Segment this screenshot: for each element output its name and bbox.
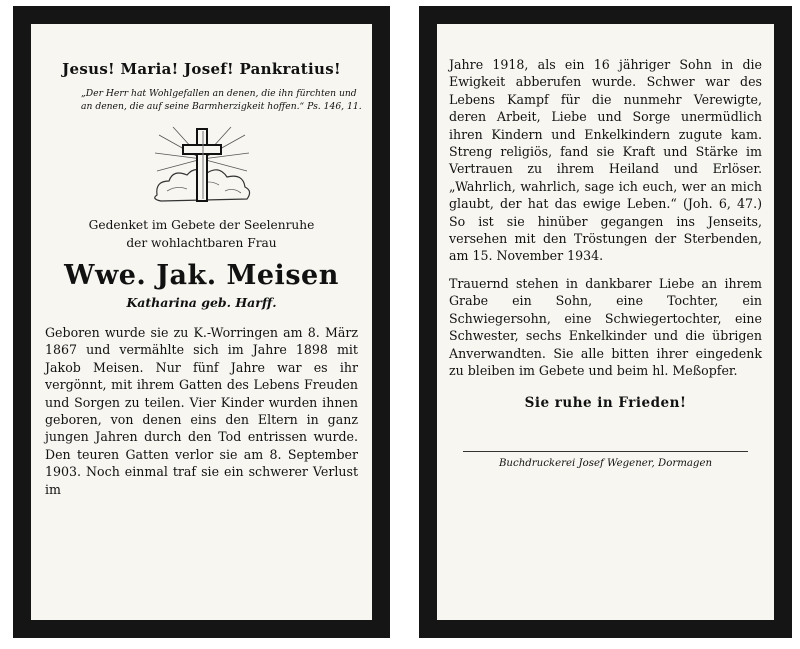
continuation-text: Jahre 1918, als ein 16 jähriger Sohn in die Ewigkeit abberufen wurde. Schwer war des Lebens Kampf für die nunmehr Verewigte, deren Arbeit, Liebe und Sorge unermüdlich ihren Kindern und Enkelkindern zugute kam. Streng religiös, fand sie Kraft und Stärke im Vertrauen zu ihrem Heiland und Erlöser. „Wahrlich, wahrlich, sage ich euch, wer an mich glaubt, der hat das ewige Leben.“ (Joh. 6, 47.) So ist sie hinüber gegangen ins Jenseits, versehen mit den Tröstungen der Sterbenden, am 15. November 1934. (449, 57, 762, 264)
birth-name: Katharina geb. Harff. (126, 295, 277, 310)
mourning-paragraph (449, 275, 762, 379)
memory-line-2: der wohlachtbaren Frau (126, 235, 277, 250)
biography-paragraph (45, 324, 358, 498)
right-card-content (437, 24, 774, 620)
psalm-quote: „Der Herr hat Wohlgefallen an denen, die ihn fürchten und an denen, die auf seine Barmherzigkeit hoffen.“ Ps. 146, 11. (81, 88, 362, 112)
deceased-name: Wwe. Jak. Meisen (64, 260, 339, 291)
left-card-content (31, 24, 372, 620)
closing-blessing: Sie ruhe in Frieden! (524, 395, 687, 412)
mourning-text: Trauernd stehen in dankbarer Liebe an ihrem Grabe ein Sohn, eine Tochter, ein Schwiegersohn, eine Schwiegertochter, eine Schwester, sechs Enkelkinder und die übrigen Anverwandten. Sie alle bitten ihrer eingedenk zu bleiben im Gebete und beim hl. Meßopfer. (449, 275, 762, 378)
printer-credit: Buchdruckerei Josef Wegener, Dormagen (498, 458, 713, 470)
left-memorial-card (13, 6, 390, 638)
memory-line-1: Gedenket im Gebete der Seelenruhe (88, 218, 315, 232)
right-memorial-card (419, 6, 792, 638)
cross-icon (31, 125, 372, 209)
divider (463, 451, 748, 452)
religious-heading: Jesus! Maria! Josef! Pankratius! (62, 60, 341, 78)
continuation-paragraph (449, 56, 762, 265)
biography-text: Geboren wurde sie zu K.-Worringen am 8. März 1867 und vermählte sich im Jahre 1898 mit Jakob Meisen. Nur fünf Jahre war es ihr vergönnt, mit ihrem Gatten des Lebens Freuden und Sorgen zu teilen. Vier Kinder wurden ihnen geboren, von denen eins den Eltern in ganz jungen Jahren durch den Tod entrissen wurde. Den teuren Gatten verlor sie am 8. September 1903. Noch einmal traf sie ein schwerer Verlust im (45, 325, 358, 497)
